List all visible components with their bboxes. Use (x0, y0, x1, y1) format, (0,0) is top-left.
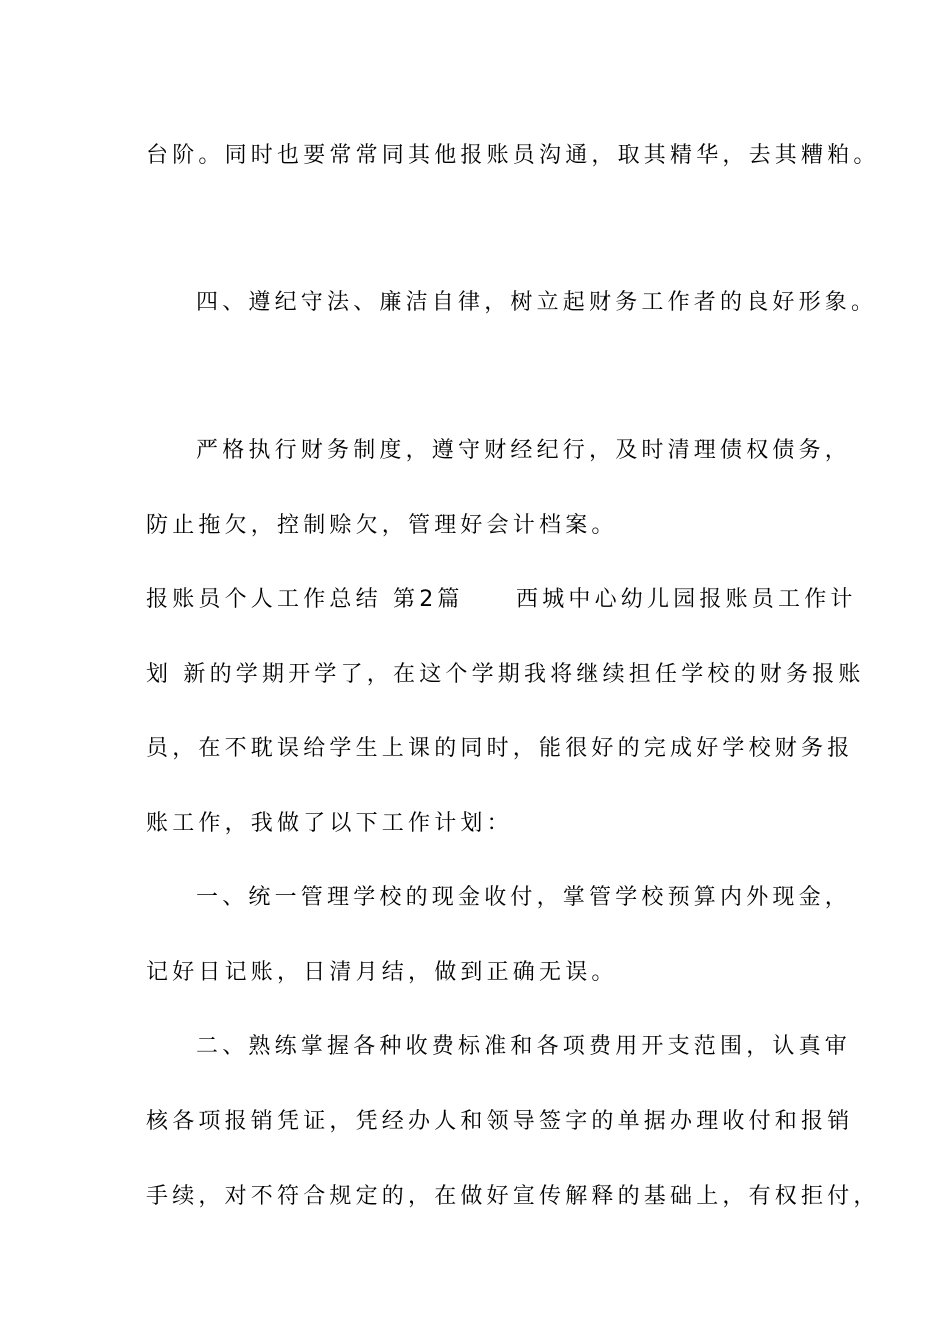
section-heading: 四、遵纪守法、廉洁自律，树立起财务工作者的良好形象。 (196, 290, 878, 315)
paragraph-line: 记好日记账，日清月结，做到正确无误。 (146, 960, 618, 985)
paragraph-line: 二、熟练掌握各种收费标准和各项费用开支范围，认真审 (196, 1034, 852, 1059)
article-title-line: 报账员个人工作总结 第2篇 西城中心幼儿园报账员工作计 (146, 587, 857, 612)
paragraph-line: 防止拖欠，控制赊欠，管理好会计档案。 (146, 513, 618, 538)
paragraph-line: 账工作，我做了以下工作计划： (146, 811, 513, 836)
paragraph-line: 台阶。同时也要常常同其他报账员沟通，取其精华，去其糟粕。 (146, 143, 880, 168)
paragraph-line: 核各项报销凭证，凭经办人和领导签字的单据办理收付和报销 (146, 1109, 854, 1134)
paragraph-line: 划 新的学期开学了，在这个学期我将继续担任学校的财务报账 (146, 662, 865, 687)
paragraph-line: 严格执行财务制度，遵守财经纪行，及时清理债权债务， (196, 438, 852, 463)
paragraph-line: 一、统一管理学校的现金收付，掌管学校预算内外现金， (196, 885, 852, 910)
paragraph-line: 员，在不耽误给学生上课的同时，能很好的完成好学校财务报 (146, 736, 854, 761)
paragraph-line: 手续，对不符合规定的，在做好宣传解释的基础上，有权拒付， (146, 1184, 880, 1209)
